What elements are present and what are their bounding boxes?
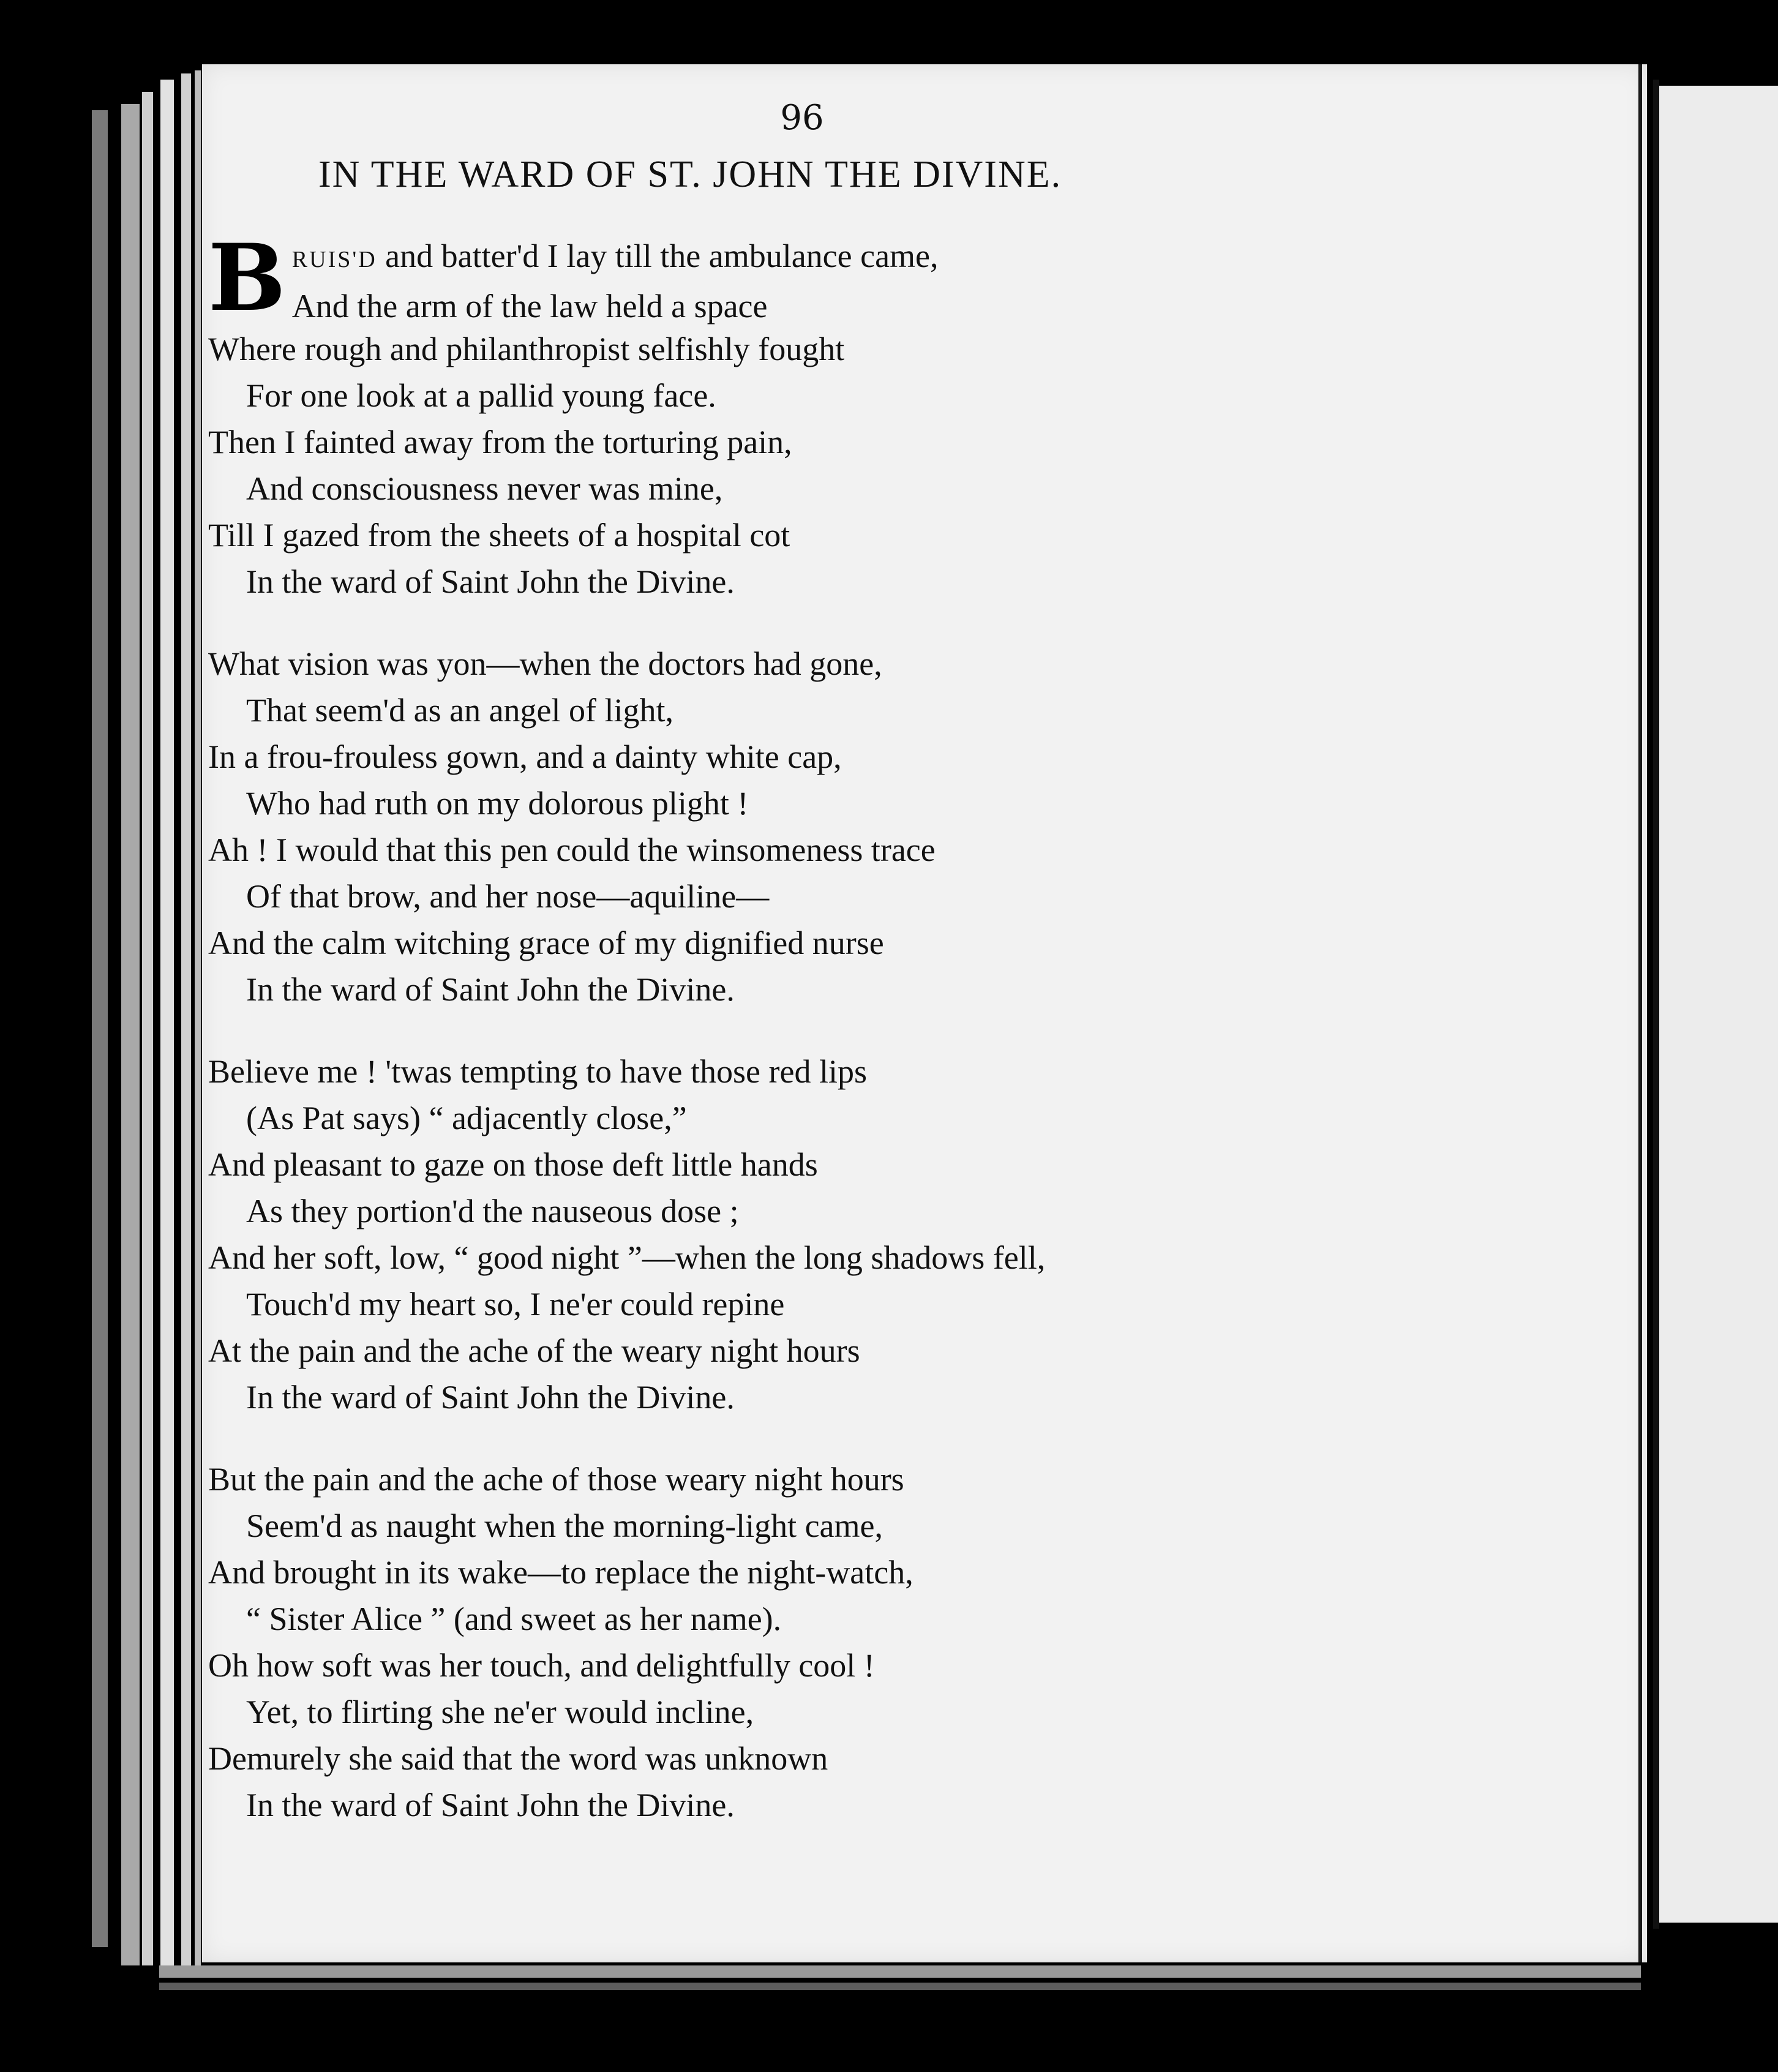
book-edge [121, 104, 140, 1965]
poem-line: In a frou-frouless gown, and a dainty white cap, [208, 738, 842, 775]
poem-line: As they portion'd the nauseous dose ; [246, 1193, 739, 1229]
poem-line: But the pain and the ache of those weary night hours [208, 1461, 904, 1498]
book-bottom-edge [159, 1965, 1641, 1978]
poem-line: And the calm witching grace of my dignified nurse [208, 925, 884, 961]
drop-cap: B [208, 224, 286, 332]
poem-line: Seem'd as naught when the morning-light came, [246, 1507, 883, 1544]
book-edge [160, 80, 174, 1965]
poem-line: At the pain and the ache of the weary night hours [208, 1332, 860, 1369]
book-bottom-edge [159, 1983, 1641, 1990]
book-edge [142, 92, 153, 1965]
book-edge [195, 70, 201, 1969]
poem-line: Yet, to flirting she ne'er would incline, [246, 1694, 754, 1730]
poem-line: Then I fainted away from the torturing pain, [208, 424, 792, 460]
poem-line: And pleasant to gaze on those deft little hands [208, 1146, 818, 1183]
facing-page [1659, 86, 1778, 1923]
poem-body [208, 224, 1402, 1864]
poem-line: Of that brow, and her nose—aquiline— [246, 878, 770, 915]
line-text: And the arm of the law held a space [291, 288, 768, 325]
poem-line: In the ward of Saint John the Divine. [246, 971, 735, 1008]
poem-line: And her soft, low, “ good night ”—when the long shadows fell, [208, 1239, 1046, 1276]
facing-page-edge [1653, 80, 1659, 1929]
poem-line: Ah ! I would that this pen could the winsomeness trace [208, 831, 936, 868]
poem-line: In the ward of Saint John the Divine. [246, 1379, 735, 1416]
poem-line: Touch'd my heart so, I ne'er could repine [246, 1286, 785, 1323]
poem-line: Who had ruth on my dolorous plight ! [246, 785, 749, 822]
book-edge [181, 73, 191, 1965]
poem-line: And consciousness never was mine, [246, 470, 723, 507]
poem-line [208, 224, 1402, 332]
poem-line: Till I gazed from the sheets of a hospital cot [208, 517, 790, 554]
poem-line: In the ward of Saint John the Divine. [246, 1787, 735, 1823]
poem-line: What vision was yon—when the doctors had gone, [208, 645, 882, 682]
book-edge [92, 110, 108, 1947]
stanza [208, 1048, 1402, 1421]
line-text: and batter'd I lay till the ambulance came, [377, 238, 939, 274]
first-word: RUIS'D [291, 247, 377, 272]
poem-title: IN THE WARD OF ST. JOHN THE DIVINE. [318, 154, 1062, 195]
stanza [208, 640, 1402, 1013]
poem-line: Believe me ! 'twas tempting to have those red lips [208, 1053, 867, 1090]
poem-line: Demurely she said that the word was unknown [208, 1740, 828, 1777]
poem-line: For one look at a pallid young face. [246, 377, 716, 414]
page-gutter [1638, 64, 1642, 1962]
poem-line: In the ward of Saint John the Divine. [246, 563, 735, 600]
poem-line: That seem'd as an angel of light, [246, 692, 674, 729]
stanza [208, 224, 1402, 605]
stanza [208, 1456, 1402, 1828]
poem-line: And brought in its wake—to replace the night-watch, [208, 1554, 913, 1591]
poem-line: (As Pat says) “ adjacently close,” [246, 1100, 687, 1136]
poem-line: Oh how soft was her touch, and delightfully cool ! [208, 1647, 875, 1684]
poem-line: “ Sister Alice ” (and sweet as her name). [246, 1601, 782, 1637]
poem-line: Where rough and philanthropist selfishly fought [208, 331, 845, 367]
page-number: 96 [780, 98, 824, 138]
